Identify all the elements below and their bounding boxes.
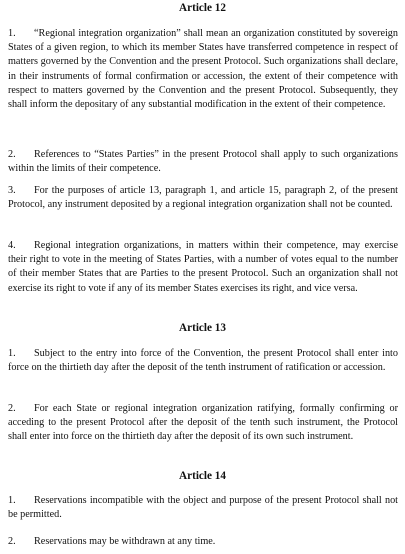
article-14-heading: Article 14 bbox=[179, 470, 226, 482]
paragraph-number: 2. bbox=[8, 536, 16, 547]
article-13-paragraph-2 bbox=[8, 402, 398, 445]
paragraph-number: 1. bbox=[8, 495, 16, 506]
paragraph-number: 1. bbox=[8, 348, 16, 359]
article-12-heading: Article 12 bbox=[179, 2, 226, 14]
paragraph-text: Regional integration organizations, in matters within their competence, may exercise their right to vote in the meeting of States Parties, with a number of votes equal to the number of their member States that are Parties to the present Protocol. Such an organization shall not exercise its right to vote if any of its member States exercises its right, and vice versa. bbox=[8, 240, 398, 294]
paragraph-text: Subject to the entry into force of the Convention, the present Protocol shall enter into force on the thirtieth day after the deposit of the tenth instrument of ratification or accession. bbox=[8, 348, 398, 374]
paragraph-number: 4. bbox=[8, 240, 16, 251]
paragraph-text: For the purposes of article 13, paragraph 1, and article 15, paragraph 2, of the present Protocol, any instrument deposited by a regional integration organization shall not be counted. bbox=[8, 185, 398, 211]
paragraph-text: Reservations incompatible with the object and purpose of the present Protocol shall not be permitted. bbox=[8, 495, 398, 521]
article-13-paragraph-1 bbox=[8, 347, 398, 375]
paragraph-text: References to “States Parties” in the present Protocol shall apply to such organizations within the limits of their competence. bbox=[8, 149, 398, 175]
article-12-paragraph-2 bbox=[8, 148, 398, 176]
paragraph-number: 3. bbox=[8, 185, 16, 196]
article-12-paragraph-4 bbox=[8, 239, 398, 296]
paragraph-number: 2. bbox=[8, 403, 16, 414]
paragraph-number: 2. bbox=[8, 149, 16, 160]
paragraph-text: For each State or regional integration organization ratifying, formally confirming or acceding to the present Protocol after the deposit of the tenth such instrument, the Protocol shall enter into force on the thirtieth day after the deposit of its own such instrument. bbox=[8, 403, 398, 443]
paragraph-text: “Regional integration organization” shall mean an organization constituted by sovereign States of a given region, to which its member States have transferred competence in respect of matters governed by the Convention and the present Protocol. Such organizations shall declare, in their instruments of formal confirmation or accession, the extent of their competence with respect to matters governed by the Convention and the present Protocol. Subsequently, they shall inform the depositary of any substantial modification in the extent of their competence. bbox=[8, 28, 398, 111]
article-12-paragraph-1 bbox=[8, 27, 398, 112]
paragraph-text: Reservations may be withdrawn at any time. bbox=[34, 536, 216, 547]
article-12-paragraph-3 bbox=[8, 184, 398, 212]
paragraph-number: 1. bbox=[8, 28, 16, 39]
article-14-paragraph-1 bbox=[8, 494, 398, 522]
article-14-paragraph-2 bbox=[8, 535, 398, 549]
article-13-heading: Article 13 bbox=[179, 322, 226, 334]
